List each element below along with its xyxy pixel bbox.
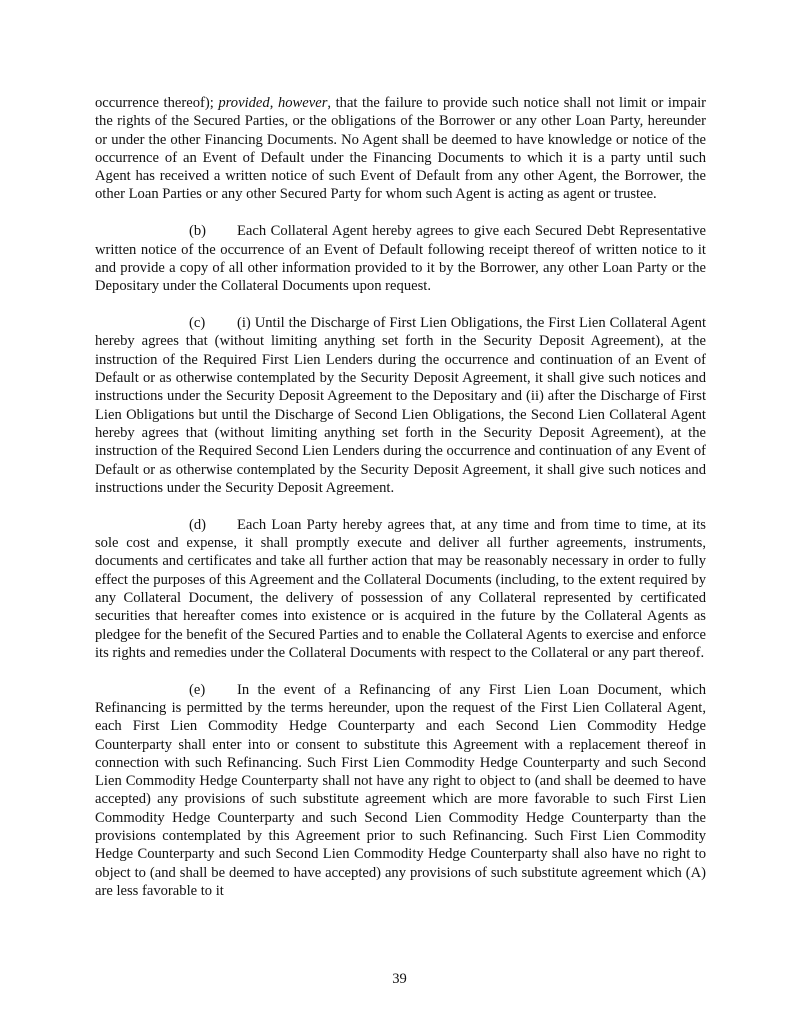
paragraph-e [95, 681, 706, 901]
document-body [95, 94, 706, 919]
paragraph-a-however-term: however [277, 95, 328, 111]
paragraph-b-text: Each Collateral Agent hereby agrees to give each Secured Debt Representative written notice of the occurrence of an Event of Default following receipt thereof of written notice to it and provide a copy of all other information provided to it by the Borrower, any other Loan Party or the Depositary under the Collateral Documents upon request. [95, 223, 706, 295]
paragraph-d [95, 516, 706, 662]
paragraph-c-label: (c) [189, 315, 206, 332]
paragraph-a-text-end: , that the failure to provide such notice shall not limit or impair the rights of the Secured Parties, or the obligations of the Borrower or any other Loan Party, hereunder or under the other Financing Documents. No Agent shall be deemed to have knowledge or notice of the occurrence of an Event of Default under the Financing Documents to which it is a party until such Agent has received a written notice of such Event of Default from any other Agent, the Borrower, the other Loan Parties or any other Secured Party for whom such Agent is acting as agent or trustee. [95, 95, 706, 203]
paragraph-d-text: Each Loan Party hereby agrees that, at any time and from time to time, at its sole cost and expense, it shall promptly execute and deliver all further agreements, instruments, documents and certificates and take all further action that may be reasonably necessary in order to fully effect the purposes of this Agreement and the Collateral Documents (including, to the extent required by any Collateral Document, the delivery of possession of any Collateral represented by certificated securities that hereafter comes into existence or is acquired in the future by the Collateral Agents as pledgee for the benefit of the Secured Parties and to enable the Collateral Agents to exercise and enforce its rights and remedies under the Collateral Documents with respect to the Collateral or any part thereof. [95, 516, 706, 661]
paragraph-b-label: (b) [189, 223, 207, 240]
paragraph-e-text: In the event of a Refinancing of any First Lien Loan Document, which Refinancing is permitted by the terms hereunder, upon the request of the First Lien Collateral Agent, each First Lien Commodity Hedge Counterparty and each Second Lien Commodity Hedge Counterparty shall enter into or consent to substitute this Agreement with a replacement thereof in connection with such Refinancing. Such First Lien Commodity Hedge Counterparty and such Second Lien Commodity Hedge Counterparty shall not have any right to object to (and shall be deemed to have accepted) any provisions of such substitute agreement which are more favorable to such First Lien Commodity Hedge Counterparty and such Second Lien Commodity Hedge Counterparty than the provisions contemplated by this Agreement prior to such Refinancing. Such First Lien Commodity Hedge Counterparty and such Second Lien Commodity Hedge Counterparty shall also have no right to object to (and shall be deemed to have accepted) any provisions of such substitute agreement which (A) are less favorable to it [95, 681, 706, 899]
page-number: 39 [392, 971, 407, 987]
paragraph-a-comma: , [269, 95, 278, 111]
paragraph-d-label: (d) [189, 516, 207, 533]
paragraph-a-provided-term: provided [218, 95, 270, 111]
paragraph-b [95, 222, 706, 295]
paragraph-a-continued [95, 94, 706, 204]
paragraph-c [95, 314, 706, 497]
paragraph-a-text-start: occurrence thereof); [95, 95, 219, 111]
paragraph-e-label: (e) [189, 681, 206, 698]
paragraph-c-text: (i) Until the Discharge of First Lien Obligations, the First Lien Collateral Agent hereby agrees that (without limiting anything set forth in the Security Deposit Agreement), at the instruction of the Required First Lien Lenders during the occurrence and continuation of an Event of Default or as otherwise contemplated by the Security Deposit Agreement, it shall give such notices and instructions under the Security Deposit Agreement to the Depositary and (ii) after the Discharge of First Lien Obligations but until the Discharge of Second Lien Obligations, the Second Lien Collateral Agent hereby agrees that (without limiting anything set forth in the Security Deposit Agreement), at the instruction of the Required Second Lien Lenders during the occurrence and continuation of any Event of Default or as otherwise contemplated by the Security Deposit Agreement, it shall give such notices and instructions under the Security Deposit Agreement. [95, 315, 706, 496]
